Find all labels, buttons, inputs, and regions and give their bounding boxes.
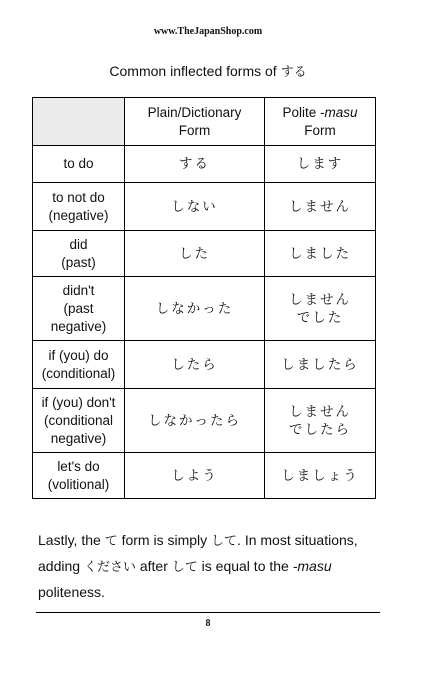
row-label-cell [33, 453, 125, 499]
table-row [33, 453, 376, 499]
title-prefix: Common inflected forms of [109, 63, 281, 79]
polite-form-cell-line: でしたら [289, 421, 351, 438]
page-title [0, 61, 416, 80]
plain-form-cell-line: しよう [171, 467, 218, 484]
row-label-cell-line: negative) [50, 430, 107, 446]
polite-form-cell [265, 183, 376, 231]
table-row [33, 277, 376, 341]
para-te: て [104, 534, 118, 549]
plain-form-cell [125, 277, 265, 341]
plain-form-cell [125, 183, 265, 231]
plain-form-cell [125, 231, 265, 277]
header-polite [265, 98, 376, 146]
title-verb: する [280, 65, 307, 80]
row-label-cell [33, 341, 125, 389]
para-text-2: form is simply [117, 532, 212, 548]
row-label-cell-line: negative) [50, 318, 107, 334]
header-polite-line1b: masu [324, 104, 358, 120]
plain-form-cell-line: しなかったら [148, 412, 241, 429]
table-row [33, 389, 376, 453]
plain-form-cell-line: しなかった [155, 300, 234, 317]
polite-form-cell-line: しません [289, 291, 351, 308]
polite-form-cell-line: します [296, 156, 344, 172]
row-label-cell [33, 231, 125, 277]
plain-form-cell-line: しない [171, 198, 218, 215]
table-header-row [33, 98, 376, 146]
row-label-cell-line: didn't [62, 282, 95, 298]
page-number: 8 [205, 618, 211, 629]
para-kudasai: ください [83, 560, 136, 575]
table-row [33, 231, 376, 277]
row-label-cell-line: (volitional) [47, 476, 110, 492]
header-plain-line2: Form [178, 122, 211, 138]
para-text-6: is equal to the [197, 558, 293, 574]
para-text-3: . In most situations, [237, 532, 358, 548]
closing-paragraph [38, 528, 378, 604]
table-row [33, 183, 376, 231]
plain-form-cell-line: する [179, 156, 210, 172]
row-label-cell-line: if (you) don't [41, 394, 116, 410]
row-label-cell-line: (negative) [48, 207, 109, 223]
para-text-1: Lastly, the [38, 532, 105, 548]
table-body [33, 146, 376, 499]
row-label-cell [33, 389, 125, 453]
para-text-7: politeness. [38, 584, 105, 600]
polite-form-cell-line: しません [289, 403, 351, 420]
para-text-5: after [135, 558, 172, 574]
polite-form-cell-line: でした [296, 309, 344, 326]
row-label-cell-line: let's do [57, 458, 100, 474]
row-label-cell-line: (past [63, 300, 94, 316]
plain-form-cell [125, 389, 265, 453]
polite-form-cell [265, 231, 376, 277]
row-label-cell-line: if (you) do [48, 347, 109, 363]
polite-form-cell [265, 146, 376, 183]
footer-rule [36, 612, 380, 613]
row-label-cell [33, 146, 125, 183]
polite-form-cell-line: しましたら [281, 356, 359, 373]
row-label-cell [33, 183, 125, 231]
table-row [33, 341, 376, 389]
polite-form-cell [265, 341, 376, 389]
para-text-4: adding [38, 558, 84, 574]
polite-form-cell [265, 389, 376, 453]
table-row [33, 146, 376, 183]
polite-form-cell [265, 277, 376, 341]
header-corner-cell [33, 98, 125, 146]
plain-form-cell-line: した [179, 245, 210, 262]
header-polite-line1a: Polite - [282, 104, 325, 120]
row-label-cell-line: (conditional) [41, 365, 116, 381]
plain-form-cell [125, 341, 265, 389]
plain-form-cell [125, 453, 265, 499]
para-masu: -masu [292, 558, 332, 574]
row-label-cell [33, 277, 125, 341]
row-label-cell-line: to do [63, 156, 94, 171]
plain-form-cell [125, 146, 265, 183]
row-label-cell-line: (past) [61, 254, 96, 270]
para-shite-1: して [211, 534, 238, 549]
plain-form-cell-line: したら [171, 356, 218, 373]
header-polite-line2: Form [304, 122, 336, 138]
header-plain-line1: Plain/Dictionary [147, 104, 242, 120]
site-header: www.TheJapanShop.com [153, 26, 263, 37]
row-label-cell-line: (conditional [43, 412, 114, 428]
inflection-table [32, 97, 376, 499]
polite-form-cell-line: しました [289, 245, 351, 262]
polite-form-cell [265, 453, 376, 499]
header-plain [125, 98, 265, 146]
para-shite-2: して [171, 560, 198, 575]
polite-form-cell-line: しません [289, 198, 351, 215]
row-label-cell-line: to not do [52, 189, 105, 205]
polite-form-cell-line: しましょう [281, 467, 359, 484]
row-label-cell-line: did [69, 236, 88, 252]
